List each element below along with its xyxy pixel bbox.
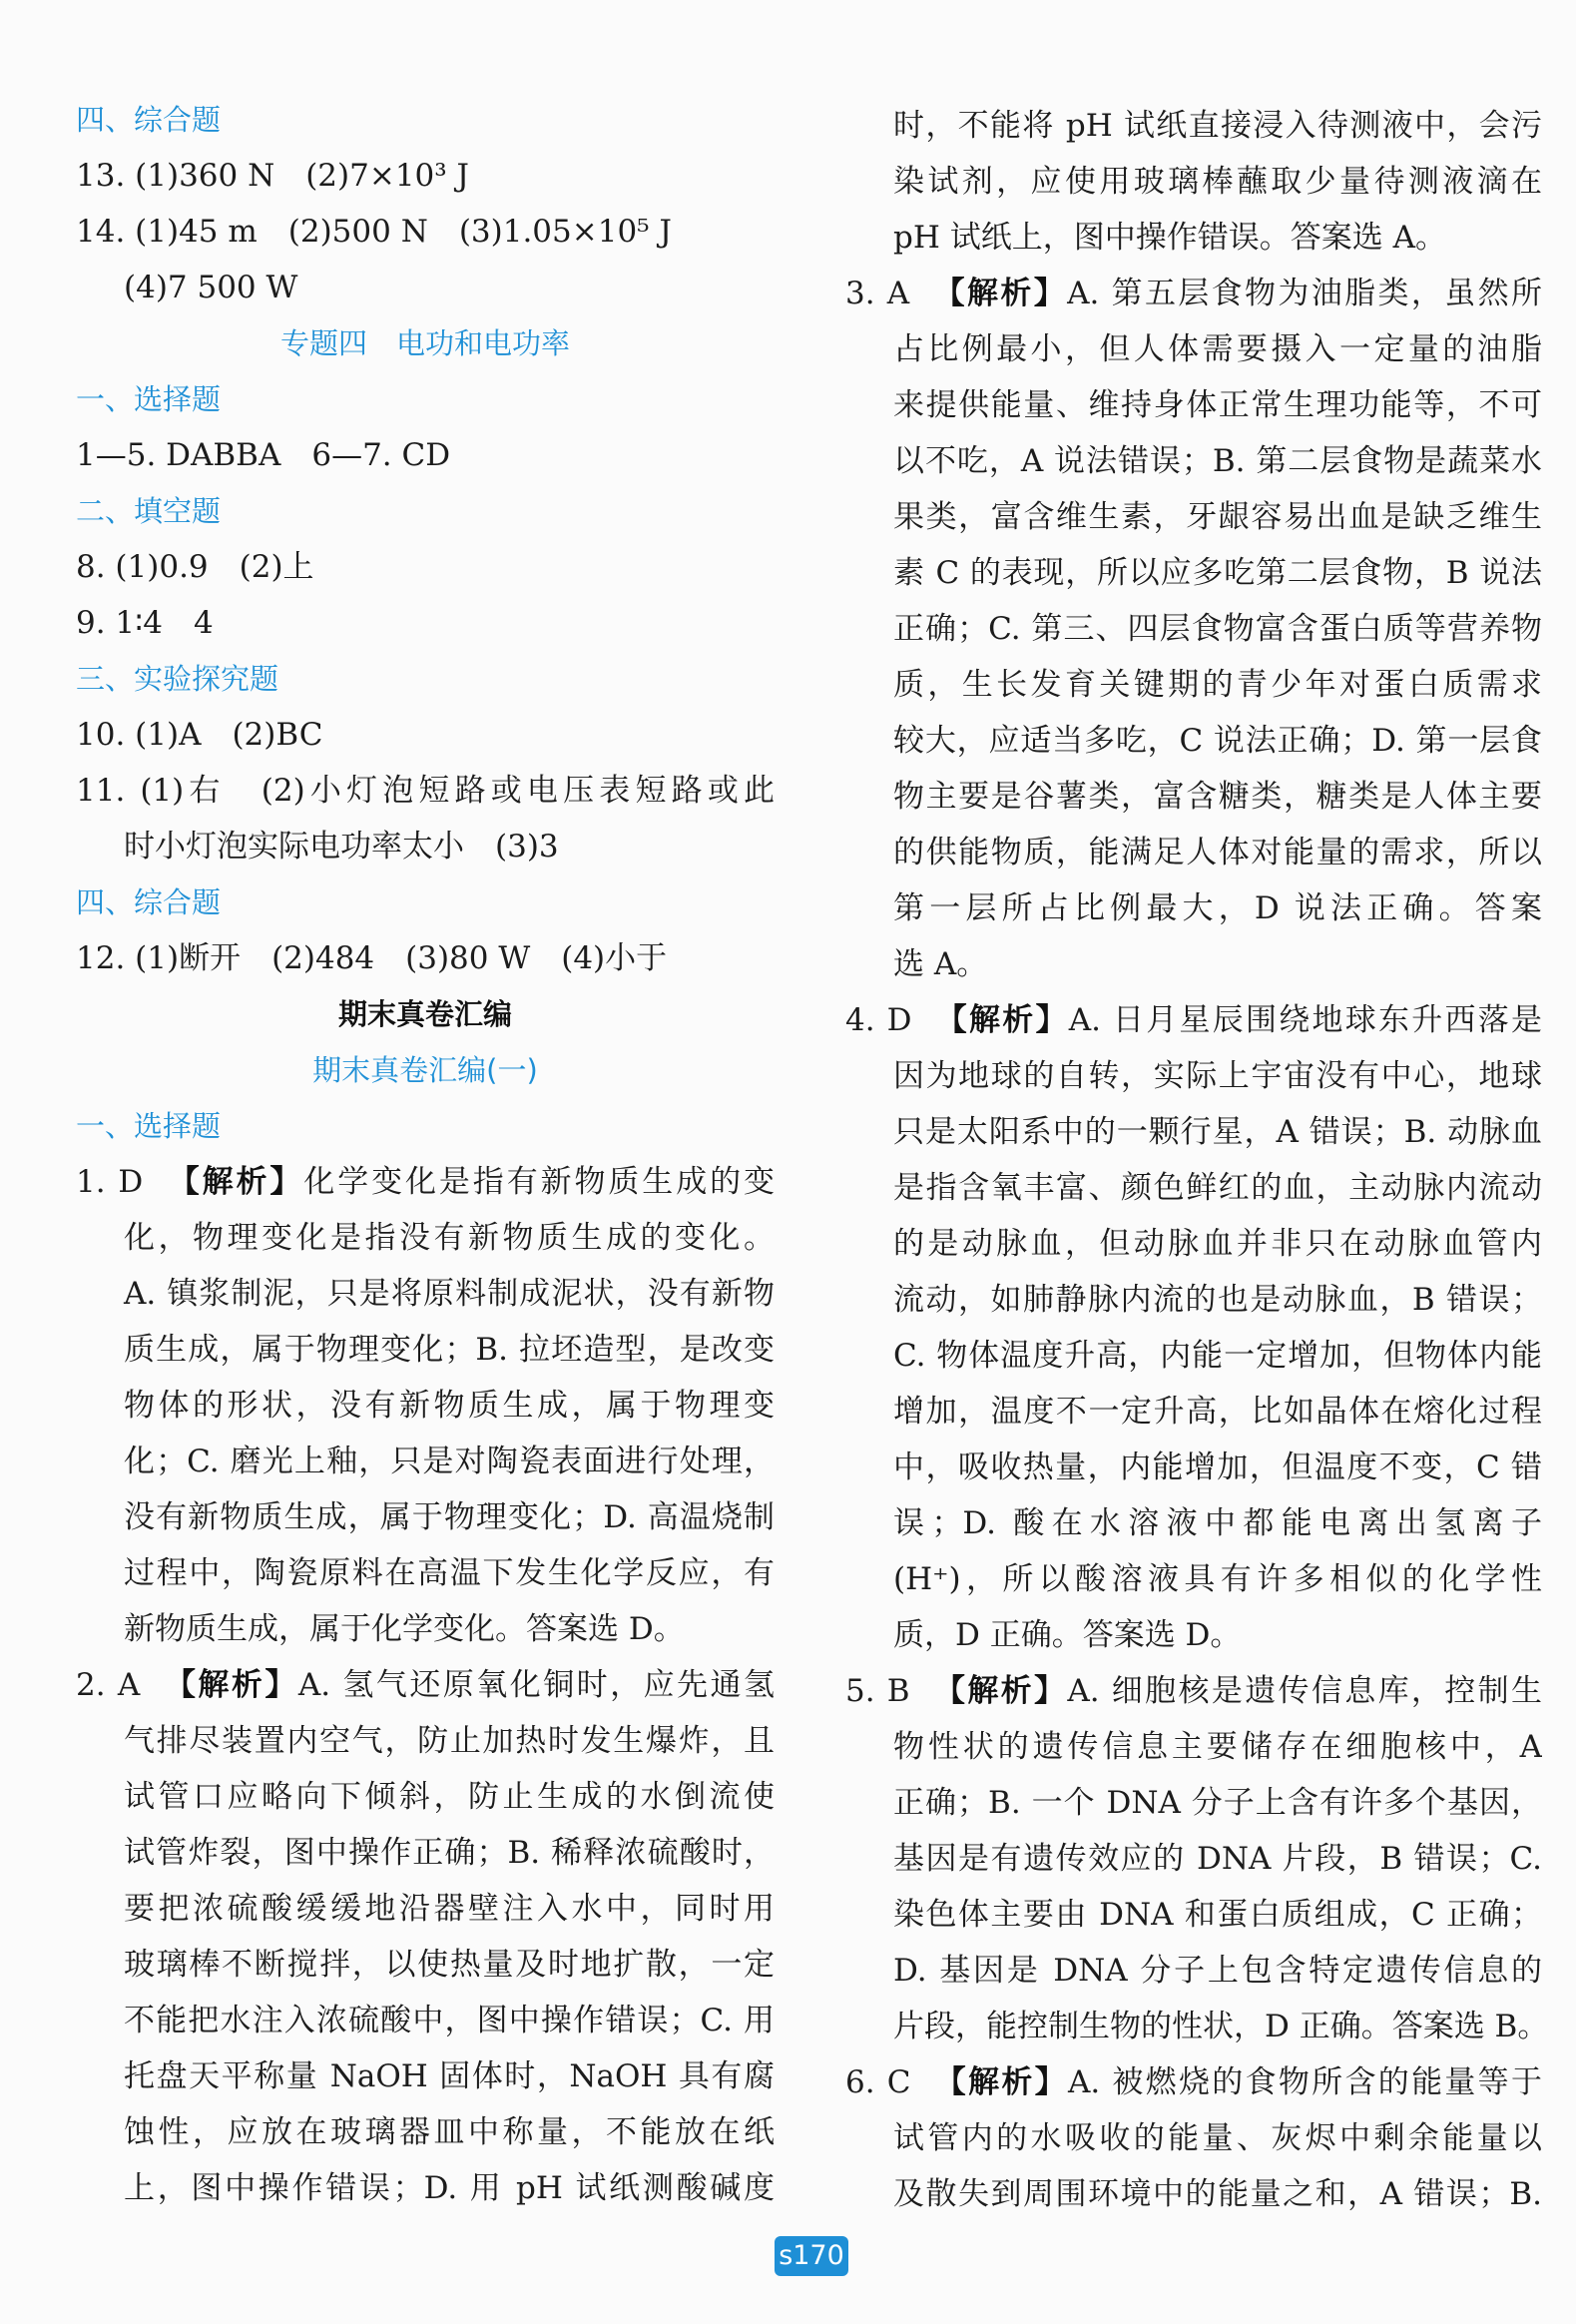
answer-line: 玻璃棒不断搅拌，以使热量及时地扩散，一定 <box>124 1947 775 1983</box>
answer-number: 5. B <box>845 1673 910 1709</box>
answer-text: 化学变化是指有新物质生成的变 <box>303 1164 775 1200</box>
answer-line: 1—5. DABBA 6—7. CD <box>76 437 451 473</box>
answer-line: 的供能物质，能满足人体对能量的需求，所以 <box>893 835 1542 871</box>
analysis-tag: 【解析】 <box>933 1673 1068 1709</box>
answer-line: 正确；C. 第三、四层食物富含蛋白质等营养物 <box>893 611 1542 647</box>
answer-line <box>845 266 1542 321</box>
answer-line: 12. (1)断开 (2)484 (3)80 W (4)小于 <box>76 940 668 976</box>
answer-line <box>845 2054 1542 2110</box>
answer-line: 14. (1)45 m (2)500 N (3)1.05×10⁵ J <box>76 214 672 250</box>
answer-line: C. 物体温度升高，内能一定增加，但物体内能 <box>893 1338 1542 1374</box>
answer-line: 试管炸裂，图中操作正确；B. 稀释浓硫酸时， <box>124 1835 775 1871</box>
answer-number: 1. D <box>76 1164 144 1200</box>
analysis-tag: 【解析】 <box>935 1002 1069 1038</box>
answer-line: 以不吃，A 说法错误；B. 第二层食物是蔬菜水 <box>893 443 1542 479</box>
right-column <box>845 98 1549 2222</box>
analysis-tag: 【解析】 <box>168 1164 304 1200</box>
answer-line: 正确；B. 一个 DNA 分子上含有许多个基因， <box>893 1785 1542 1821</box>
answer-line: (4)7 500 W <box>124 270 298 305</box>
answer-text: A. 氢气还原氧化铜时，应先通氢 <box>297 1667 775 1703</box>
answer-line: 增加，温度不一定升高，比如晶体在熔化过程 <box>893 1394 1542 1430</box>
answer-line: 气排尽装置内空气，防止加热时发生爆炸，且 <box>124 1723 775 1759</box>
answer-line: A. 镇浆制泥，只是将原料制成泥状，没有新物 <box>124 1276 775 1312</box>
answer-number: 4. D <box>845 1002 912 1038</box>
answer-line: 质，生长发育关键期的青少年对蛋白质需求 <box>893 667 1542 703</box>
analysis-tag: 【解析】 <box>934 2064 1068 2100</box>
answer-line: 托盘天平称量 NaOH 固体时，NaOH 具有腐 <box>124 2058 775 2094</box>
answer-line: 的是动脉血，但动脉血并非只在动脉血管内 <box>893 1226 1542 1262</box>
answer-line: 试管内的水吸收的能量、灰烬中剩余能量以 <box>893 2120 1542 2156</box>
answer-line: 时小灯泡实际电功率太小 (3)3 <box>124 829 559 865</box>
analysis-tag: 【解析】 <box>933 276 1068 311</box>
answer-line: 化；C. 磨光上釉，只是对陶瓷表面进行处理， <box>124 1444 775 1479</box>
answer-line: pH 试纸上，图中操作错误。答案选 A。 <box>893 220 1446 256</box>
answer-line: 及散失到周围环境中的能量之和，A 错误；B. <box>893 2176 1542 2212</box>
exam-subtitle: 期末真卷汇编(一) <box>312 1053 538 1087</box>
answer-number: 6. C <box>845 2064 911 2100</box>
answer-line: 物体的形状，没有新物质生成，属于物理变 <box>124 1388 775 1424</box>
exam-title: 期末真卷汇编 <box>337 997 512 1031</box>
answer-line: 时，不能将 pH 试纸直接浸入待测液中，会污 <box>893 108 1542 144</box>
answer-line: 质，D 正确。答案选 D。 <box>893 1617 1242 1653</box>
answer-line: 13. (1)360 N (2)7×10³ J <box>76 158 469 194</box>
answer-line <box>845 992 1542 1048</box>
section-heading: 四、综合题 <box>76 885 222 919</box>
answer-line: 误；D. 酸在水溶液中都能电离出氢离子 <box>893 1505 1542 1541</box>
answer-text: A. 日月星辰围绕地球东升西落是 <box>1068 1002 1542 1038</box>
answer-text: A. 第五层食物为油脂类，虽然所 <box>1067 276 1542 311</box>
topic-title: 专题四 电功和电功率 <box>279 326 570 360</box>
left-column <box>76 92 775 2216</box>
answer-line: 上，图中操作错误；D. 用 pH 试纸测酸碱度 <box>124 2170 775 2206</box>
answer-line: 新物质生成，属于化学变化。答案选 D。 <box>124 1611 685 1647</box>
answer-line <box>76 1657 775 1713</box>
answer-line: D. 基因是 DNA 分子上包含特定遗传信息的 <box>893 1953 1542 1989</box>
answer-line: 要把浓硫酸缓缓地沿器壁注入水中，同时用 <box>124 1891 775 1927</box>
answer-line: 染色体主要由 DNA 和蛋白质组成，C 正确； <box>893 1897 1542 1933</box>
answer-line: 9. 1∶4 4 <box>76 605 214 641</box>
answer-line: 蚀性，应放在玻璃器皿中称量，不能放在纸 <box>124 2114 775 2150</box>
answer-line: 物主要是谷薯类，富含糖类，糖类是人体主要 <box>893 779 1542 815</box>
answer-line: 流动，如肺静脉内流的也是动脉血，B 错误； <box>893 1282 1542 1318</box>
answer-line: (H⁺)，所以酸溶液具有许多相似的化学性 <box>893 1561 1542 1597</box>
section-heading: 一、选择题 <box>76 1109 222 1143</box>
answer-line: 因为地球的自转，实际上宇宙没有中心，地球 <box>893 1058 1542 1094</box>
answer-line: 没有新物质生成，属于物理变化；D. 高温烧制 <box>124 1499 775 1535</box>
answer-line: 不能把水注入浓硫酸中，图中操作错误；C. 用 <box>124 2003 775 2038</box>
answer-line: 第一层所占比例最大，D 说法正确。答案 <box>893 890 1542 926</box>
section-heading: 二、填空题 <box>76 494 222 528</box>
answer-line: 染试剂，应使用玻璃棒蘸取少量待测液滴在 <box>893 164 1542 200</box>
analysis-tag: 【解析】 <box>164 1667 298 1703</box>
answer-line: 化，物理变化是指没有新物质生成的变化。 <box>124 1220 775 1256</box>
answer-line: 片段，能控制生物的性状，D 正确。答案选 B。 <box>893 2009 1549 2044</box>
answer-line: 物性状的遗传信息主要储存在细胞核中，A <box>893 1729 1542 1765</box>
answer-number: 3. A <box>845 276 910 311</box>
answer-line: 素 C 的表现，所以应多吃第二层食物，B 说法 <box>893 555 1542 591</box>
answer-line <box>845 1663 1542 1719</box>
answer-line <box>76 1154 775 1210</box>
answer-line: 基因是有遗传效应的 DNA 片段，B 错误；C. <box>893 1841 1542 1877</box>
section-heading: 三、实验探究题 <box>76 662 279 696</box>
answer-line: 11. (1)右 (2)小灯泡短路或电压表短路或此 <box>76 773 775 809</box>
answer-line: 选 A。 <box>893 946 988 982</box>
section-heading: 四、综合题 <box>76 103 222 137</box>
answer-text: A. 被燃烧的食物所含的能量等于 <box>1067 2064 1542 2100</box>
answer-line: 来提供能量、维持身体正常生理功能等，不可 <box>893 387 1542 423</box>
page-number: s170 <box>775 2236 848 2276</box>
answer-line: 较大，应适当多吃，C 说法正确；D. 第一层食 <box>893 723 1542 759</box>
answer-number: 2. A <box>76 1667 141 1703</box>
answer-line: 过程中，陶瓷原料在高温下发生化学反应，有 <box>124 1555 775 1591</box>
answer-line: 占比例最小，但人体需要摄入一定量的油脂 <box>893 331 1542 367</box>
answer-line: 8. (1)0.9 (2)上 <box>76 549 314 585</box>
answer-line: 果类，富含维生素，牙龈容易出血是缺乏维生 <box>893 499 1542 535</box>
answer-line: 10. (1)A (2)BC <box>76 717 323 753</box>
answer-line: 是指含氧丰富、颜色鲜红的血，主动脉内流动 <box>893 1170 1542 1206</box>
section-heading: 一、选择题 <box>76 382 222 416</box>
answer-line: 中，吸收热量，内能增加，但温度不变，C 错 <box>893 1450 1542 1485</box>
answer-text: A. 细胞核是遗传信息库，控制生 <box>1067 1673 1542 1709</box>
answer-line: 质生成，属于物理变化；B. 拉坯造型，是改变 <box>124 1332 775 1368</box>
answer-line: 试管口应略向下倾斜，防止生成的水倒流使 <box>124 1779 775 1815</box>
answer-line: 只是太阳系中的一颗行星，A 错误；B. 动脉血 <box>893 1114 1542 1150</box>
